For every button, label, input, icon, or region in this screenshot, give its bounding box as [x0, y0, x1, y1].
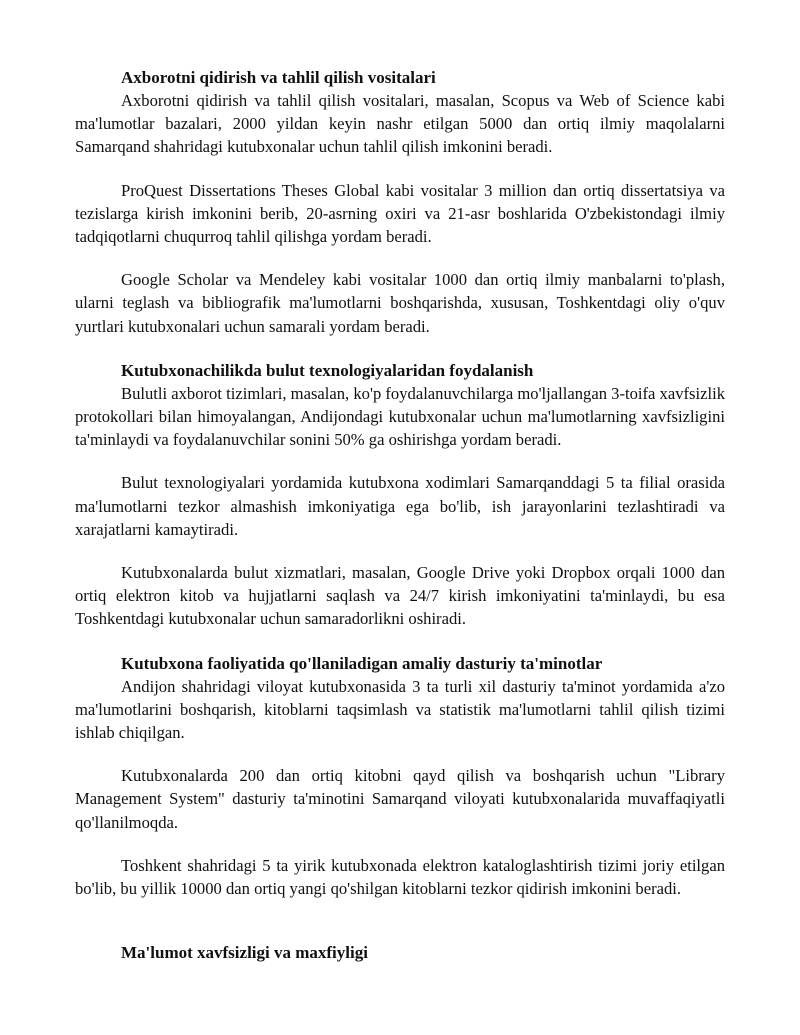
paragraph: Google Scholar va Mendeley kabi vositalar 1000 dan ortiq ilmiy manbalarni to'plash, ularni teglash va bibliografik ma'lumotlarni boshqarishda, xususan, Toshkentdagi oliy o'quv yurtlari kutubxonalari uchun samarali yordam beradi.: [75, 270, 725, 336]
document-page: [75, 66, 725, 964]
section-heading-applied-software: Kutubxona faoliyatida qo'llaniladigan amaliy dasturiy ta'minotlar: [121, 653, 603, 673]
section-heading-data-security: Ma'lumot xavfsizligi va maxfiyligi: [121, 943, 368, 963]
paragraph: Andijon shahridagi viloyat kutubxonasida 3 ta turli xil dasturiy ta'minot yordamida a'zo ma'lumotlarini boshqarish, kitoblarni taqsimlash va statistik ma'lumotlarni tahlil qilish tizimi ishlab chiqilgan.: [75, 676, 725, 743]
paragraph: Axborotni qidirish va tahlil qilish vositalari, masalan, Scopus va Web of Science kabi ma'lumotlar bazalari, 2000 yildan keyin nashr etilgan 5000 dan ortiq ilmiy maqolalarni Samarqand shahridagi kutubxonalar uchun tahlil qilish imkonini beradi.: [75, 91, 725, 157]
paragraph: Toshkent shahridagi 5 ta yirik kutubxonada elektron kataloglashtirish tizimi joriy etilgan bo'lib, bu yillik 10000 dan ortiq yangi qo'shilgan kitoblarni tezkor qidirish imkonini beradi.: [75, 855, 725, 899]
section-heading-search-tools: Axborotni qidirish va tahlil qilish vositalari: [121, 68, 436, 87]
paragraph: Kutubxonalarda bulut xizmatlari, masalan, Google Drive yoki Dropbox orqali 1000 dan ortiq elektron kitob va hujjatlarni saqlash va 24/7 kirish imkoniyatini ta'minlaydi, bu esa Toshkentdagi kutubxonalar uchun samaradorlikni oshiradi.: [75, 563, 725, 629]
paragraph: ProQuest Dissertations Theses Global kabi vositalar 3 million dan ortiq dissertatsiya va tezislarga kirish imkonini berib, 20-asrning oxiri va 21-asr boshlarida O'zbekistondagi ilmiy tadqiqotlarni chuqurroq tahlil qilishga yordam beradi.: [75, 180, 725, 247]
paragraph: Kutubxonalarda 200 dan ortiq kitobni qayd qilish va boshqarish uchun "Library Management System" dasturiy ta'minotini Samarqand viloyati kutubxonalarida muvaffaqiyatli qo'llanilmoqda.: [75, 766, 725, 832]
paragraph: Bulutli axborot tizimlari, masalan, ko'p foydalanuvchilarga mo'ljallangan 3-toifa xavfsizlik protokollari bilan himoyalangan, Andijondagi kutubxonalar uchun ma'lumotlarning xavfsizligini ta'minlaydi va foydalanuvchilar sonini 50% ga oshirishga yordam beradi.: [75, 383, 725, 450]
section-heading-cloud-tech: Kutubxonachilikda bulut texnologiyalaridan foydalanish: [121, 360, 534, 380]
paragraph: Bulut texnologiyalari yordamida kutubxona xodimlari Samarqanddagi 5 ta filial orasida ma'lumotlarni tezkor almashish imkoniyatiga ega bo'lib, ish jarayonlarini tezlashtiradi va xarajatlarni kamaytiradi.: [75, 473, 725, 539]
